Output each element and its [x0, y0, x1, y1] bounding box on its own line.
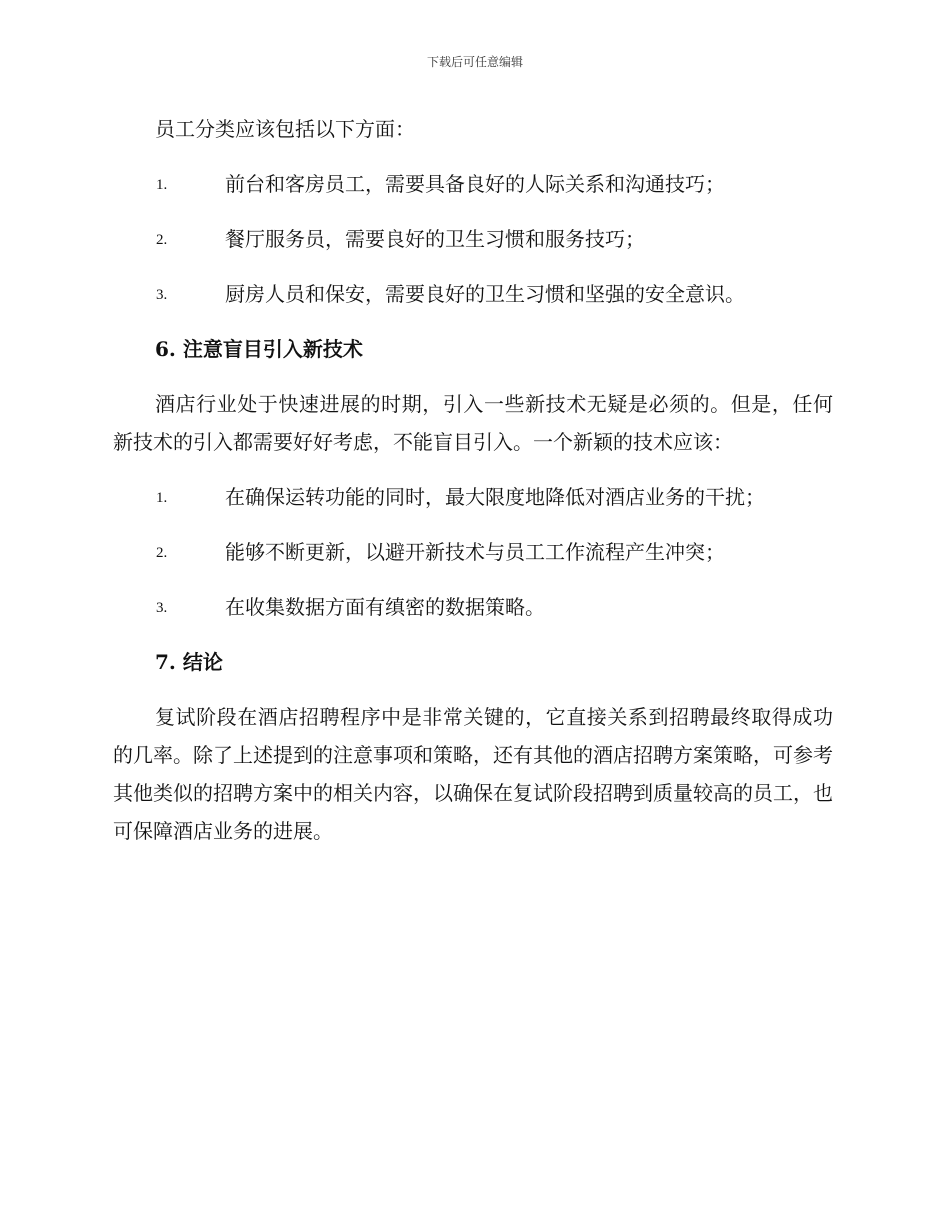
list-item-text: 餐厅服务员，需要良好的卫生习惯和服务技巧； — [225, 227, 645, 251]
list-item — [113, 220, 833, 258]
section-heading: 6. 注意盲目引入新技术 — [155, 337, 363, 361]
list-item — [113, 533, 833, 571]
list-number: 1. — [156, 177, 168, 193]
section-heading: 7. 结论 — [155, 650, 223, 674]
conclusion-paragraph: 复试阶段在酒店招聘程序中是非常关键的，它直接关系到招聘最终取得成功的几率。除了上述提到的注意事项和策略，还有其他的酒店招聘方案策略，可参考其他类似的招聘方案中的相关内容，以确保在复试阶段招聘到质量较高的员工，也可保障酒店业务的进展。 — [113, 705, 833, 843]
intro-paragraph: 员工分类应该包括以下方面： — [155, 117, 415, 141]
list-number: 1. — [156, 490, 168, 506]
list-item-text: 厨房人员和保安，需要良好的卫生习惯和坚强的安全意识。 — [225, 282, 745, 306]
page-header: 下载后可任意编辑 — [426, 55, 523, 69]
list-item — [113, 478, 833, 516]
list-number: 3. — [156, 600, 168, 616]
document-body — [113, 110, 833, 867]
list-number: 3. — [156, 287, 168, 303]
list-item-text: 在确保运转功能的同时，最大限度地降低对酒店业务的干扰； — [225, 485, 765, 509]
list-number: 2. — [156, 545, 168, 561]
list-item-text: 在收集数据方面有缜密的数据策略。 — [225, 595, 545, 619]
list-item — [113, 165, 833, 203]
list-item-text: 前台和客房员工，需要具备良好的人际关系和沟通技巧； — [225, 172, 725, 196]
list-item — [113, 275, 833, 313]
list-number: 2. — [156, 232, 168, 248]
list-item — [113, 588, 833, 626]
section-paragraph: 酒店行业处于快速进展的时期，引入一些新技术无疑是必须的。但是，任何新技术的引入都需要好好考虑，不能盲目引入。一个新颖的技术应该： — [113, 392, 833, 454]
list-item-text: 能够不断更新，以避开新技术与员工工作流程产生冲突； — [225, 540, 725, 564]
